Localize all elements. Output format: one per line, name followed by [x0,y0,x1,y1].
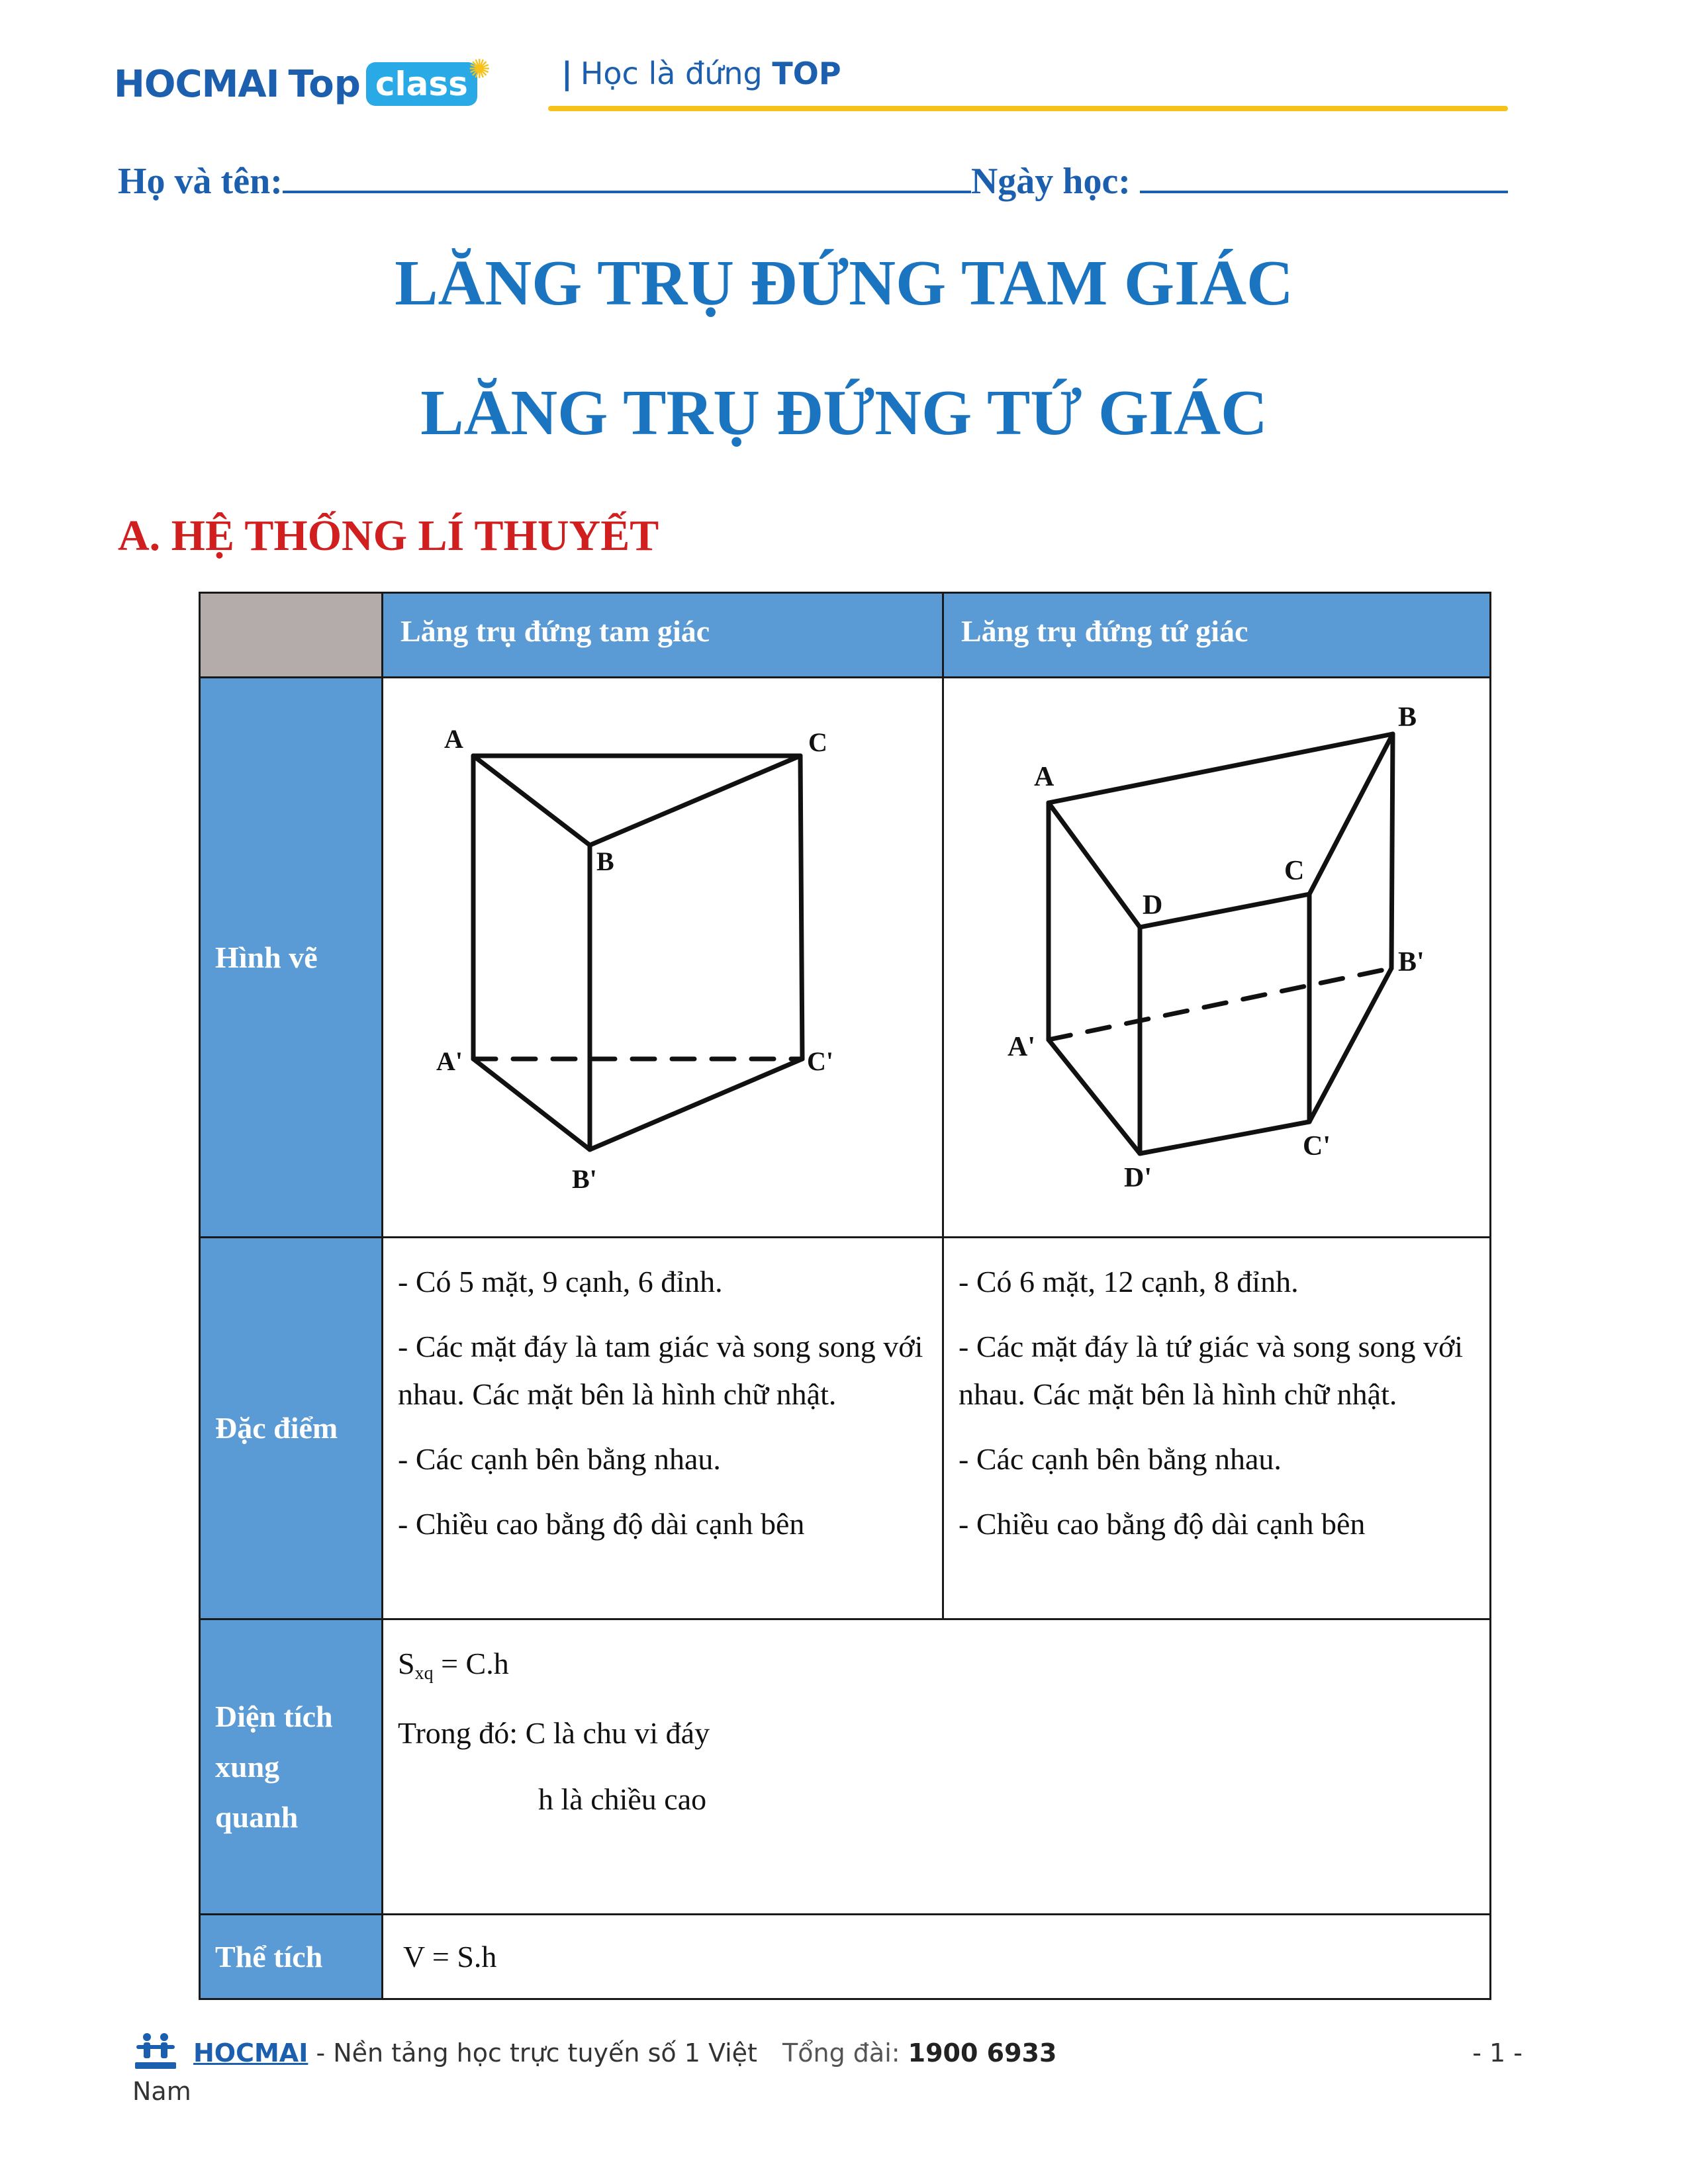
row-header-volume: Thể tích [200,1915,383,1999]
vertex-label-C: C [1284,856,1305,886]
quadrilateral-features-cell [943,1238,1491,1619]
vertex-label-A: A [444,724,463,754]
logo-hocmai-text: HOCMAI [114,62,279,106]
lateral-height-line: h là chiều cao [538,1782,707,1816]
table-row-volume [200,1915,1491,1999]
triangular-features-cell [383,1238,943,1619]
quad-feature-3: - Các cạnh bên bằng nhau. [959,1442,1282,1476]
edge-AB [473,756,590,845]
edge-BC [590,756,800,845]
tri-feature-4: - Chiều cao bằng độ dài cạnh bên [398,1507,805,1541]
slogan-emphasis: TOP [772,56,841,91]
footer-text [193,2038,1056,2068]
edge-A1B1-hidden [1049,968,1391,1040]
lateral-where-line: Trong đó: C là chu vi đáy [398,1716,710,1750]
vertex-label-C: C [808,727,827,757]
edge-DC [1140,894,1309,927]
lateral-area-formula [398,1640,1475,1698]
slogan-divider: | [561,56,573,91]
vertex-label-A: A [1034,762,1055,792]
vertex-label-C1: C' [807,1046,833,1076]
theory-table [199,592,1491,2000]
edge-AD [1049,803,1140,927]
edge-D1C1 [1140,1122,1309,1154]
formula-rhs: = C.h [441,1647,509,1680]
quad-feature-4: - Chiều cao bằng độ dài cạnh bên [959,1507,1366,1541]
logo-class-badge [366,54,491,106]
header-slogan [561,56,841,91]
quadrilateral-prism-diagram [944,678,1491,1236]
slogan-prefix: Học là đứng [580,56,763,91]
formula-S: S [398,1647,415,1680]
triangular-prism-figure-cell [383,678,943,1238]
hocmai-logo-icon [132,2029,179,2075]
name-field[interactable] [283,156,971,193]
footer-brand-link[interactable]: HOCMAI [193,2038,308,2068]
sun-icon: ✺ [468,54,491,85]
edge-CB [1309,734,1393,894]
table-corner-cell [200,593,383,678]
page-number: - 1 - [1472,2038,1523,2068]
table-header-row [200,593,1491,678]
hocmai-topclass-logo [114,54,491,114]
date-field[interactable] [1140,156,1508,193]
quadrilateral-prism-figure-cell [943,678,1491,1238]
edge-BB1 [1391,734,1393,968]
edge-CC1 [800,756,802,1059]
vertex-label-B: B [596,846,614,876]
vertex-label-D1: D' [1124,1163,1152,1193]
name-label: Họ và tên: [118,161,283,202]
logo-top-text: Top [288,62,361,106]
hotline-number: 1900 6933 [908,2038,1057,2068]
tri-feature-3: - Các cạnh bên bằng nhau. [398,1442,721,1476]
table-row-features [200,1238,1491,1619]
col-header-quadrilateral: Lăng trụ đứng tứ giác [943,593,1491,678]
table-row-lateral-area [200,1619,1491,1915]
date-label: Ngày học: [970,161,1131,202]
edge-A1D1 [1049,1040,1140,1154]
table-row-figure [200,678,1491,1238]
quad-feature-1: - Có 6 mặt, 12 cạnh, 8 đỉnh. [959,1265,1299,1298]
vertex-label-A1: A' [436,1046,463,1076]
edge-B1C1 [590,1059,802,1150]
vertex-label-C1: C' [1303,1131,1331,1161]
section-heading: A. HỆ THỐNG LÍ THUYẾT [118,512,659,560]
edge-AB [1049,734,1393,803]
triangular-prism-diagram [383,678,944,1236]
vertex-label-A1: A' [1008,1032,1035,1062]
tri-feature-2: - Các mặt đáy là tam giác và song song với nhau. Các mặt bên là hình chữ nhật. [398,1330,923,1411]
page-title-2: LĂNG TRỤ ĐỨNG TỨ GIÁC [420,377,1268,449]
header-rule [548,106,1508,111]
volume-formula: V = S.h [383,1915,1491,1999]
row-header-figure: Hình vẽ [200,678,383,1238]
hotline-label: Tổng đài: [782,2038,900,2068]
vertex-label-B1: B' [572,1164,597,1194]
row-header-lateral-area: Diện tích xung quanh [200,1619,383,1915]
edge-A1B1 [473,1059,590,1150]
page-title-1: LĂNG TRỤ ĐỨNG TAM GIÁC [395,248,1293,319]
lateral-area-cell [383,1619,1491,1915]
edge-C1B1 [1309,968,1391,1122]
logo-class-text: class [375,65,468,103]
footer-tagline: - Nền tảng học trực tuyến số 1 Việt [308,2038,757,2068]
tri-feature-1: - Có 5 mặt, 9 cạnh, 6 đỉnh. [398,1265,723,1298]
vertex-label-D: D [1143,890,1163,921]
vertex-label-B1: B' [1398,947,1425,978]
footer-wrap-text: Nam [132,2077,191,2106]
col-header-triangular: Lăng trụ đứng tam giác [383,593,943,678]
footer-hotline [782,2038,1056,2068]
vertex-label-B: B [1398,702,1417,733]
quad-feature-2: - Các mặt đáy là tứ giác và song song với nhau. Các mặt bên là hình chữ nhật. [959,1330,1464,1411]
student-info-line [118,156,1534,203]
formula-S-subscript: xq [414,1663,434,1684]
row-header-features: Đặc điểm [200,1238,383,1619]
